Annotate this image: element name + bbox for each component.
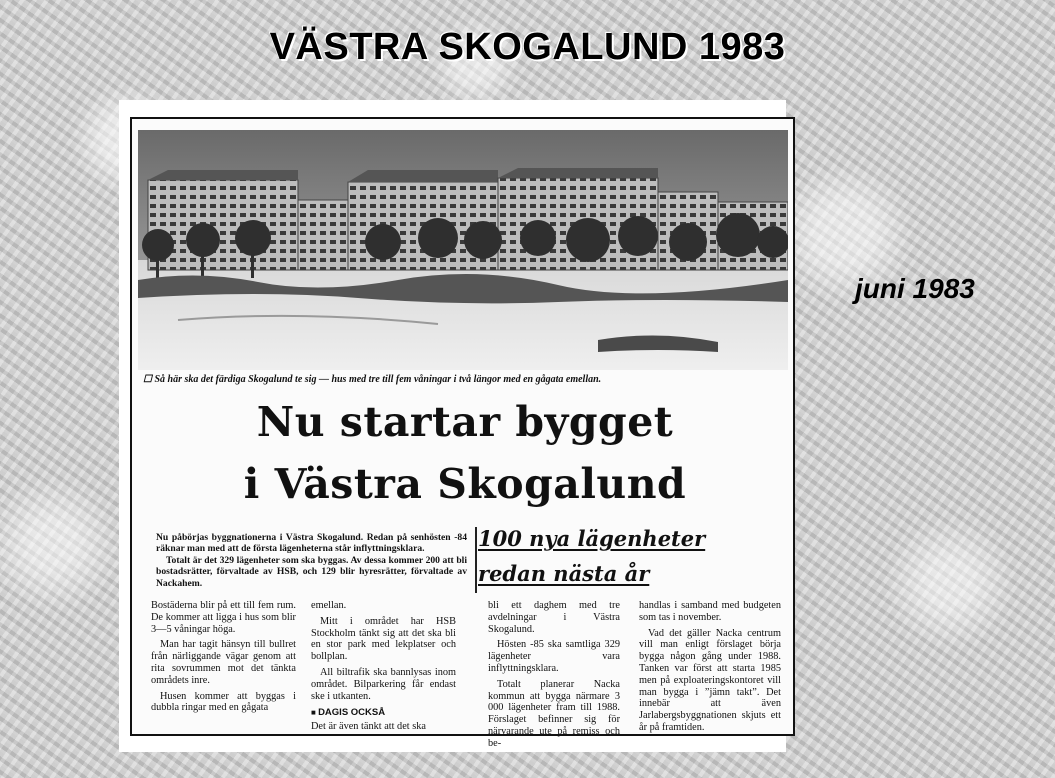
column-paragraph: Det är även tänkt att det ska bbox=[311, 721, 426, 733]
article-column-1 bbox=[151, 600, 296, 714]
article-column-4 bbox=[639, 600, 781, 734]
column-paragraph: handlas i samband med budgeten som tas i november. bbox=[639, 600, 781, 623]
article-column-2 bbox=[311, 600, 456, 733]
article-column-3 bbox=[488, 600, 620, 750]
lead-paragraph-1: Nu påbörjas byggnationerna i Västra Skogalund. Redan på senhösten -84 räknar man med att de första lägenheterna står inflyttningsklara. bbox=[156, 532, 467, 555]
section-subheading: ■ DAGIS OCKSÅ bbox=[311, 707, 456, 719]
architectural-model-photo bbox=[138, 130, 788, 370]
column-paragraph: Totalt planerar Nacka kommun att bygga närmare 3 000 lägenheter fram till 1988. Förslaget befinner sig för närvarande ute på remiss och be- bbox=[488, 678, 620, 749]
lead-paragraph bbox=[156, 532, 467, 589]
subheading-line-1: 100 nya lägenheter bbox=[478, 526, 706, 551]
headline-line-1: Nu startar bygget bbox=[256, 398, 674, 446]
column-paragraph: bli ett daghem med tre avdelningar i Västra Skogalund. bbox=[488, 600, 620, 635]
column-paragraph: All biltrafik ska bannlysas inom området. Bilparkering får endast ske i utkanten. bbox=[311, 666, 456, 702]
column-paragraph: emellan. bbox=[311, 600, 347, 611]
headline-line-2: i Västra Skogalund bbox=[243, 460, 687, 508]
photo-caption: ☐ Så här ska det färdiga Skogalund te sig — hus med tre till fem våningar i två längor med en gågata emellan. bbox=[143, 374, 602, 385]
column-paragraph: Vad det gäller Nacka centrum vill man enligt förslaget börja bygga någon gång under 1988. Tanken var först att starta 1985 men på exploateringskontoret vill man bygga i ”jämn takt”. Det innebär att även Jarlabergsbyggnationen skjuts ett år på framtiden. bbox=[639, 627, 781, 733]
date-note: juni 1983 bbox=[855, 273, 975, 304]
column-paragraph: Hösten -85 ska samtliga 329 lägenheter vara inflyttningsklara. bbox=[488, 639, 620, 674]
column-paragraph: Man har tagit hänsyn till bullret från närliggande vägar genom att rita sovrummen mot det tänkta områdets inre. bbox=[151, 639, 296, 686]
column-paragraph: Bostäderna blir på ett till fem rum. De kommer att ligga i hus som blir 3—5 våningar höga. bbox=[151, 600, 296, 635]
column-divider bbox=[475, 527, 477, 593]
slide-title: VÄSTRA SKOGALUND 1983 bbox=[269, 26, 786, 68]
column-paragraph: Mitt i området har HSB Stockholm tänkt sig att det ska bli en stor park med lekplatser och bollplan. bbox=[311, 615, 456, 663]
column-paragraph: Husen kommer att byggas i dubbla ringar med en gågata bbox=[151, 690, 296, 714]
subheading-line-2: redan nästa år bbox=[478, 561, 650, 586]
lead-paragraph-2: Totalt är det 329 lägenheter som ska byggas. Av dessa kommer 200 att bli bostadsrätter, förvaltade av HSB, och 129 blir hyresrätter, förvaltade av Nackahem. bbox=[156, 554, 467, 589]
